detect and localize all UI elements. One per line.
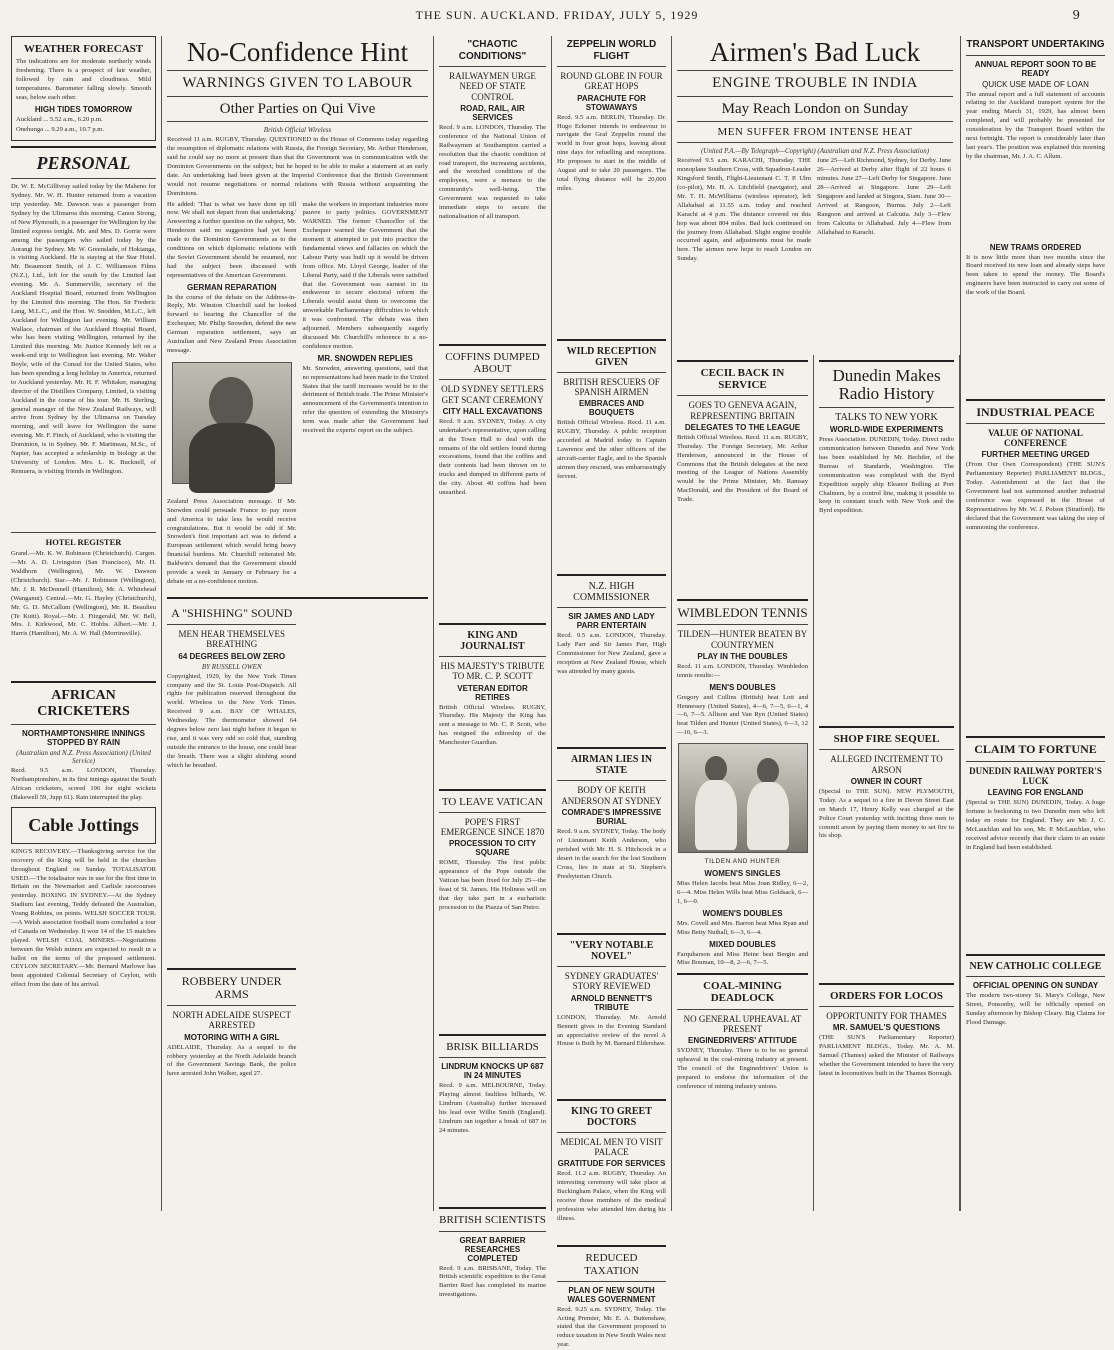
weather-body: The indications are for moderate northerly winds freshening. There is a prospect of fair weather, followed by rain and cloudiness. Mild temperatures. Barometer falling slowly. Smooth seas, below each other.	[16, 58, 151, 101]
hotel-register-title: HOTEL REGISTER	[45, 537, 122, 548]
column-7	[960, 36, 1110, 1211]
column-6	[814, 355, 960, 1211]
dunedin-radio-subheadline: TALKS TO NEW YORK	[835, 411, 938, 423]
king-journalist-subheadline: HIS MAJESTY'S TRIBUTE TO MR. C. P. SCOTT	[440, 660, 545, 682]
column-3	[434, 36, 552, 1299]
wild-reception-headline: WILD RECEPTION GIVEN	[566, 345, 657, 368]
industrial-peace-headline: INDUSTRIAL PEACE	[976, 404, 1095, 419]
personal-title: PERSONAL	[36, 153, 131, 174]
geneva-headline: CECIL BACK IN SERVICE	[700, 367, 785, 392]
tides-onehunga: Onehunga ... 9.29 a.m., 10.7 p.m.	[16, 126, 105, 134]
transport-subheadline: ANNUAL REPORT SOON TO BE READY	[974, 59, 1097, 78]
no-confidence-headline: No-Confidence Hint	[186, 37, 409, 67]
nz-high-commissioner-body: Recd. 9.5 a.m. LONDON, Thursday. Lady Parr and Sir James Parr, High Commissioner for New Zealand, gave a reception at New Zealand House, which was attended by many guests.	[557, 632, 666, 675]
chaotic-body: Recd. 9 a.m. LONDON, Thursday. The conference of the National Union of Railwaymen at Southampton carried a resolution that the chaotic condition of road transport, the increasing accidents, and the wretched conditions of the employees, were a menace to the community's well-being. The Government was requested to take immediate steps to secure the nationalisation of all transport.	[439, 124, 546, 220]
wimbledon-subheadline-2: PLAY IN THE DOUBLES	[697, 651, 788, 661]
hotel-register-body: Grand.—Mr. K. W. Robinson (Christchurch). Cargen.—Mr. A. D. Livingston (San Francisco), Mr. H. Waldhorn (Wellington), Mr. W. Dawson (Christchurch). Star.—Mr. J. Robinson (Wellington), Mr. J. R. McDonnell (Hamilton), Mr. A. Whitehead (Wanganui). Central.—Mr. G. Hayley (Christchurch), Mr. G. D. McCallum (Wellington), Mr. R. Beaulieu (Te Kuiti). Royal.—Mr. J. Fitzgerald, Mr. W. Bell, Mrs. J. Kirkwood, Mr. C. Hobbs. Albert.—Mr. J. Harris (Hamilton), Mr. A. W. Hall (Morrinsville).	[11, 550, 156, 638]
african-cricketers-body: Recd. 9.5 a.m. LONDON, Thursday. Northamptonshire, in its first innings against the South African cricketers, scored 196 for eight wickets (Bakewell 59, Jupp 61). Rain interrupted the play.	[11, 767, 156, 801]
personal-body: Dr. W. E. McGillivray sailed today by the Maheno for Sydney. Mr. W. H. Hunter returned from a vacation trip yesterday. Mr. Dawson was a passenger from Sydney by the Ulimaroa this morning. Canon Strong, of New Plymouth, is a passenger for Wellington by the limited express tonight. Mr. and Mrs. D. Gorrie were among the passengers who sailed today by the Aorangi for Sydney. Mr. W. Greenslade, of Hokianga, is visiting Auckland. He is staying at the Star Hotel. Mr. Beaumont Smith, of J. C. Williamson Films (N.Z.), Ltd., left for the south by the Limited last evening. Mr. A. Summerville, secretary of the Auckland Hospital Board, returned from Wellington by the Limited this morning. The Hon. Sir Frederic Lang, M.L.C., and the Hon. W. Snodden, M.L.C., left Auckland for Wellington last evening. Mr. William Wallace, chairman of the Auckland Hospital Board, who has been visiting Wellington, returned by the Limited this morning. Mr. Justice Kennedy left on a week-end trip to Wellington last evening. Mr. Walter Boyle, wife of the Consul for the United States, who has been spending a long holiday in America, returned to Auckland yesterday. Mr. H. F. Whitaker, managing director of the Distillers Company, Limited, is visiting Auckland in the course of his tour. Mr. H. Sterling, general manager of the New Zealand Railways, will arrive from Sydney by the Ulimaroa on Tuesday morning, and will leave for Wellington the same evening. Mr. F. Finch, of Auckland, who is visiting the Dominion, is in Sydney. Mr. F. Martineau, M.Sc., of Napier, has accepted a scholarship in biology at the University of London. Mrs. L. K. Bucknell, of Remuera, is visiting friends in Wellington.	[11, 183, 156, 475]
snowden-replies-subhead: MR. SNOWDEN REPLIES	[317, 353, 413, 363]
shop-fire-subheadline-2: OWNER IN COURT	[850, 776, 923, 786]
coal-mining-body: SYDNEY, Thursday. There is to be no general upheaval in the coal-mining industry at present. The council of the Enginedrivers' Union is prepared to endorse the information of the conference of mining industry unions.	[677, 1047, 808, 1090]
notable-novel-subheadline-2: ARNOLD BENNETT'S TRIBUTE	[570, 993, 653, 1012]
masthead-text: THE SUN. AUCKLAND. FRIDAY, JULY 5, 1929	[415, 8, 699, 22]
wimbledon-subheadline: TILDEN—HUNTER BEATEN BY COUNTRYMEN	[677, 629, 808, 650]
womens-singles-label: WOMEN'S SINGLES	[704, 869, 781, 879]
airman-body: Recd. 9 a.m. SYDNEY, Today. The body of Lieutenant Keith Anderson, who perished with Mr. H. S. Hitchcock in a desert in the search for the lost Southern Cross, lies in state at St. Stephen's Presbyterian Church.	[557, 828, 666, 880]
wild-reception-body: British Official Wireless. Recd. 11 a.m. RUGBY, Thursday. A public reception accorded at Madrid today to Captain Lawrence and the other officers of the aircraft-carrier Eagle, and to the Spanish airmen they rescued, was embarrassingly fervent.	[557, 419, 666, 480]
african-cricketers-title: AFRICAN CRICKETERS	[37, 688, 130, 720]
wild-reception-subheadline: BRITISH RESCUERS OF SPANISH AIRMEN	[563, 376, 660, 398]
coffins-subheadline: OLD SYDNEY SETTLERS GET SCANT CEREMONY	[441, 384, 544, 405]
african-cricketers-credit: (Australian and N.Z. Press Association) (United Service)	[16, 749, 151, 766]
king-journalist-subheadline-2: VETERAN EDITOR RETIRES	[457, 683, 528, 702]
shishing-byline: BY RUSSELL OWEN	[201, 662, 262, 671]
billiards-body: Recd. 9 a.m. MELBOURNE, Today. Playing almost faultless billiards, W. Lindrum (Australia) further increased his lead over Willie Smith (England). Lindrum ran together a break of 687 in 24 minutes.	[439, 1082, 546, 1134]
transport-headline: TRANSPORT UNDERTAKING	[966, 39, 1105, 50]
transport-body-2: It is now little more than two months since the Board received its new loan and already steps have been taken to spend the money. The Board's engineers have been instructed to carry out some of the work of the Board.	[966, 253, 1105, 297]
billiards-headline: BRISK BILLIARDS	[446, 1041, 539, 1054]
scientists-subheadline: GREAT BARRIER RESEARCHES COMPLETED	[459, 1235, 526, 1263]
coal-mining-headline: COAL-MINING DEADLOCK	[703, 980, 782, 1005]
no-confidence-credit: British Official Wireless	[263, 126, 332, 135]
airman-subheadline-2: COMRADE'S IMPRESSIVE BURIAL	[561, 808, 662, 827]
snowden-photo	[172, 362, 292, 484]
shishing-subheadline-2: 64 DEGREES BELOW ZERO	[178, 651, 286, 661]
mixed-doubles-label: MIXED DOUBLES	[709, 939, 776, 949]
chaotic-headline: "CHAOTIC CONDITIONS"	[458, 39, 527, 62]
airmen-credit: (United P.A.—By Telegraph—Copyright) (Australian and N.Z. Press Association)	[700, 147, 930, 156]
nz-high-commissioner-headline: N.Z. HIGH COMMISSIONER	[573, 581, 650, 604]
king-journalist-headline: KING AND JOURNALIST	[460, 629, 525, 652]
african-cricketers-subtitle: NORTHAMPTONSHIRE INNINGS STOPPED BY RAIN	[22, 729, 145, 748]
shop-fire-headline: SHOP FIRE SEQUEL	[833, 733, 940, 746]
taxation-headline: REDUCED TAXATION	[584, 1252, 639, 1277]
no-confidence-body-2: He added: 'That is what we have done up till now. We shall not depart from that undertaking.' Answering a further question on the subject, Mr. Henderson said no suggestion had yet been made to the Dominion Governments as to the conditions on which diplomatic relations with the Soviet Government should be resumed, nor had the subject been discussed with representatives of the American Government.	[167, 200, 297, 279]
geneva-subheadline: GOES TO GENEVA AGAIN, REPRESENTING BRITAIN	[688, 400, 797, 421]
industrial-peace-subheadline-2: FURTHER MEETING URGED	[981, 450, 1090, 460]
geneva-subheadline-2: DELEGATES TO THE LEAGUE	[684, 422, 801, 432]
no-confidence-body-lead: Received 11 a.m. RUGBY, Thursday. QUESTIONED in the House of Commons today regarding the resumption of diplomatic relations with Russia, the Foreign Secretary, Mr. Arthur Henderson, said he could say no more at present than that the Government was in communication with the Dominion Governments on the subject; but he hoped to be able to make a statement at an early date. An undertaking had been given at the Imperial Conference that the British Government would not resume negotiations or normal relations with Russia without acquainting the Dominions.	[167, 136, 428, 197]
wimbledon-mixed-doubles: Farquharson and Miss Heine beat Bergin and Miss Bouman, 10—8, 2—6, 7—5.	[677, 950, 808, 967]
column-1	[6, 36, 162, 1211]
new-trams-subhead: NEW TRAMS ORDERED	[989, 242, 1082, 252]
billiards-subheadline: LINDRUM KNOCKS UP 687 IN 24 MINUTES	[441, 1062, 544, 1081]
chaotic-subheadline: RAILWAYMEN URGE NEED OF STATE CONTROL	[449, 71, 536, 102]
locos-subheadline-2: MR. SAMUEL'S QUESTIONS	[832, 1023, 941, 1033]
notable-novel-headline: "VERY NOTABLE NOVEL"	[569, 940, 654, 963]
transport-subheadline-2: QUICK USE MADE OF LOAN	[982, 79, 1089, 89]
engine-trouble-subheadline: ENGINE TROUBLE IN INDIA	[712, 75, 918, 92]
tides-title: HIGH TIDES TOMORROW	[34, 104, 133, 114]
airmen-headline: Airmen's Bad Luck	[709, 37, 921, 67]
wimbledon-mens-doubles: Gregory and Collins (British) beat Lott and Hennessey (United States), 4—6, 7—5, 6—1, 4—6, 7—5. Allison and Van Ryn (United States) beat Tilden and Hunter (United States), 6—3, 12—10, 6—3.	[677, 693, 808, 737]
doctors-subheadline-2: GRATITUDE FOR SERVICES	[557, 1159, 666, 1169]
vatican-headline: TO LEAVE VATICAN	[441, 795, 544, 808]
zeppelin-body: Recd. 9.5 a.m. BERLIN, Thursday. Dr. Hugo Eckener intends to endeavour to navigate the Graf Zeppelin round the world in four great hops, leaving about nine days for refuelling and receptions. He proposes to start in the middle of August and to take 20 passengers. The total flying distance will be 20,000 miles.	[557, 113, 666, 192]
coal-mining-subheadline: NO GENERAL UPHEAVAL AT PRESENT	[683, 1013, 802, 1034]
zeppelin-headline: ZEPPELIN WORLD FLIGHT	[566, 39, 657, 62]
robbery-subheadline-2: MOTORING WITH A GIRL	[184, 1032, 280, 1042]
tilden-hunter-caption: TILDEN AND HUNTER	[704, 858, 781, 866]
claim-fortune-subheadline-2: LEAVING FOR ENGLAND	[987, 788, 1084, 798]
robbery-headline: ROBBERY UNDER ARMS	[181, 973, 282, 1001]
no-confidence-right-body-2: Mr. Snowden, answering questions, said that no representations had been made to the United States that the tariff increases would be to the detriment of British trade. The Prime Minister's announcement of the Government's intention to refer the question of extending the Ministry's term was made after the Government had received the experts' report on the subject.	[302, 364, 428, 434]
transport-body: The annual report and a full statement of accounts relating to the Auckland transport system for the year ending March 31, 1929, has almost been completed, and will probably be presented for consideration by the Transport Board within the next fortnight. The report is considerably later than last year's. The position was explained this morning by the chairman, Mr. J. A. C. Allum.	[966, 90, 1105, 160]
airman-headline: AIRMAN LIES IN STATE	[570, 754, 653, 777]
column-2	[162, 36, 434, 1211]
dunedin-radio-body: Press Association. DUNEDIN, Today. Direct radio communication between Dunedin and New York has been established by Mr. Bechtler, of the Bureau of Standards, Washington. The communication was completed with the Byrd Expedition supply ship Eleanor Bolling at Port Chalmers, by a control line, making it possible to keep in constant touch with New York and the Byrd expedition.	[819, 436, 954, 515]
chaotic-subheadline-2: ROAD, RAIL, AIR SERVICES	[460, 104, 525, 123]
locos-subheadline: OPPORTUNITY FOR THAMES	[826, 1011, 947, 1022]
airman-subheadline: BODY OF KEITH ANDERSON AT SYDNEY	[561, 785, 662, 806]
tilden-hunter-photo	[678, 743, 808, 853]
scientists-body: Recd. 9 a.m. BRISBANE, Today. The British scientific expedition to the Great Barrier Reef has completed its marine investigations.	[439, 1264, 546, 1299]
industrial-peace-body: (From Our Own Correspondent) (THE SUN'S Parliamentary Reporter) PARLIAMENT BLDGS., Today. Astonishment at the fact that the Government had not summoned another industrial conference was expressed in the House of Representatives by Mr. W. J. Polson (Stratford). He declared that the Government was taking the step of summoning the conference.	[966, 461, 1105, 531]
doctors-headline: KING TO GREET DOCTORS	[571, 1105, 652, 1128]
tides-auckland: Auckland ... 5.52 a.m., 6.20 p.m.	[16, 115, 103, 123]
robbery-subheadline: NORTH ADELAIDE SUSPECT ARRESTED	[172, 1009, 291, 1031]
reach-london-subheadline: May Reach London on Sunday	[721, 100, 909, 117]
other-parties-subheadline: Other Parties on Qui Vive	[219, 100, 376, 117]
shishing-headline: A "SHISHING" SOUND	[171, 605, 293, 620]
doctors-body: Recd. 11.2 a.m. RUGBY, Thursday. An interesting ceremony will take place at Buckingham Palace, when the King will receive those members of the medical profession who attended him during his illness.	[557, 1170, 666, 1222]
vatican-subheadline: POPE'S FIRST EMERGENCE SINCE 1870	[440, 816, 545, 838]
king-journalist-body: British Official Wireless. RUGBY, Thursday. His Majesty the King has sent a message to Mr. C. P. Scott, who has resigned the editorship of the Manchester Guardian.	[439, 703, 546, 747]
cable-jottings-title: Cable Jottings	[28, 814, 139, 835]
dunedin-radio-subheadline-2: WORLD-WIDE EXPERIMENTS	[829, 425, 944, 435]
robbery-body: ADELAIDE, Thursday. As a sequel to the robbery yesterday at the North Adelaide branch of the Government Savings Bank, the police have arrested John Walker, aged 27.	[167, 1043, 297, 1078]
no-confidence-right-body: make the workers in important industries more pauvre to party politics. GOVERNMENT WARNED. The former Chancellor of the Exchequer warned the Government that the moment it attempted to put into practice the fundamental views and fallacies on which the Labour Party was built up it would be driven from office. Mr. Lloyd George, leader of the Liberal Party, said if the Liberals were satisfied that the Government was earnest in its endeavour to secure electoral reform the Liberals would assist them to overcome the unworkable Parliamentary difficulties to which it was confronted. The debate was then adjourned. Members subsequently eagerly discussed Mr. Churchill's reference to a no-confidence motion.	[302, 200, 428, 350]
shishing-subheadline: MEN HEAR THEMSELVES BREATHING	[178, 628, 285, 650]
no-confidence-body-4: Zealand Press Association message. If Mr. Snowden could persuade France to pay more and America to take less he would receive congratulations. But it would be odd if Mr. Snowden's first important act was to defend a European settlement which would bring heavy financial burdens. Mr. Churchill reiterated Mr. Baldwin's demand that the Government should provide a week in January or February for a debate on a no-confidence motion.	[167, 497, 297, 585]
catholic-college-subheadline: OFFICIAL OPENING ON SUNDAY	[972, 981, 1099, 991]
column-4	[552, 36, 672, 1349]
wimbledon-headline: WIMBLEDON TENNIS	[677, 604, 808, 620]
geneva-body: British Official Wireless. Recd. 11 a.m. RUGBY, Thursday. The Foreign Secretary, Mr. Arthur Henderson, announced in the House of Commons that the British delegates at the next meeting of the League of Nations Assembly would be the Prime Minister, Mr. Ramsay MacDonald, and the President of the Board of Trade.	[677, 433, 808, 504]
dunedin-radio-headline: Dunedin Makes Radio History	[832, 366, 941, 403]
doctors-subheadline: MEDICAL MEN TO VISIT PALACE	[560, 1136, 663, 1158]
catholic-college-body: The modern two-storey St. Mary's College, New Street, Ponsonby, will be officially opened on Sunday afternoon by Bishop Cleary. Big Claims for Flood Damage.	[966, 992, 1105, 1026]
notable-novel-body: LONDON, Thursday. Mr. Arnold Bennett gives in the Evening Standard an appreciative review of the novel A House is Built by M. Barnard Eldershaw.	[557, 1013, 666, 1048]
page-number: 9	[1072, 8, 1080, 22]
shop-fire-body: (Special to THE SUN). NEW PLYMOUTH, Today. As a sequel to a fire in Devon Street East on March 17, Henry Kelly was charged at the Police Court yesterday with inciting three men to commit arson by paying them money to set fire to his shop.	[819, 787, 954, 840]
wimbledon-womens-singles: Miss Helen Jacobs beat Miss Joan Ridley, 6—2, 6—4. Miss Helen Wills beat Miss Goldsack, 6—1, 6—0.	[677, 880, 808, 905]
catholic-college-headline: NEW CATHOLIC COLLEGE	[969, 961, 1102, 973]
zeppelin-subheadline-2: PARACHUTE FOR STOWAWAYS	[577, 93, 646, 112]
wimbledon-womens-doubles: Mrs. Covell and Mrs. Barron beat Miss Ryan and Miss Betty Nuthall, 6—3, 6—4.	[677, 919, 808, 936]
claim-fortune-body: (Special to THE SUN) DUNEDIN, Today. A huge fortune is beckoning to two Dunedin men who left today en route for England. They are Mr. J. C. McLauchlan and his son, Mr. P. McLauchlan, who received advice recently that their claim to an estate in England had been established.	[966, 799, 1105, 851]
intense-heat-subheadline: MEN SUFFER FROM INTENSE HEAT	[717, 126, 913, 139]
wild-reception-subheadline-2: EMBRACES AND BOUQUETS	[578, 399, 645, 418]
coffins-subheadline-2: CITY HALL EXCAVATIONS	[442, 406, 543, 416]
zeppelin-subheadline: ROUND GLOBE IN FOUR GREAT HOPS	[560, 71, 663, 92]
airmen-body: Received 9.5 a.m. KARACHI, Thursday. THE monoplane Southern Cross, with Squadron-Leader Kingsford Smith, Flight-Lieutenant C. T. P. Ulm (co-pilot), Mr. H. A. Litchfield (navigator), and Mr. T. H. McWilliams (wireless operator), left Allahabad at 11.55 a.m. today and reached Karachi at 4 p.m. The distance covered on this hop was about 804 miles. Bad luck continued on the journey from Allahabad. Slight engine trouble occurred again, and adjustments must be made here. The airmen now hope to reach London on Sunday.	[677, 157, 811, 263]
shop-fire-subheadline: ALLEGED INCITEMENT TO ARSON	[830, 754, 943, 775]
no-confidence-body-3: In the course of the debate on the Address-in-Reply, Mr. Winston Churchill said he looked forward to hearing the Chancellor of the Exchequer, Mr. Philip Snowden, defend the new German reparation settlement, says an Australian and New Zealand Press Association message.	[167, 293, 297, 354]
column-5	[672, 355, 814, 1211]
industrial-peace-subheadline: VALUE OF NATIONAL CONFERENCE	[988, 427, 1083, 449]
airmen-itinerary: June 25—Left Richmond, Sydney, for Derby. June 26—Arrived at Derby after flight of 22 hours 6 minutes. June 27—Left Derby for Singapore. June 28—Arrived at Singapore. June 29—Left Singapore and landed at Singora, Siam. June 30—Arrived at Rangoon, Burma. July 2—Left Rangoon and arrived at Calcutta. July 3—Flew from Calcutta to Allahabad. July 4—Flew from Allahabad to Karachi.	[817, 157, 951, 236]
scientists-headline: BRITISH SCIENTISTS	[439, 1214, 546, 1227]
mens-doubles-label: MEN'S DOUBLES	[709, 682, 776, 692]
locos-body: (THE SUN'S Parliamentary Reporter) PARLIAMENT BLDGS., Today. Mr. A. M. Samuel (Thames) asked the Minister of Railways whether the Government intended to have the very latest in locomotives built in the Thames Borough.	[819, 1034, 954, 1077]
locos-headline: ORDERS FOR LOCOS	[829, 989, 944, 1002]
coffins-body: Recd. 9 a.m. SYDNEY, Today. A city undertaker's representative, upon calling at the Town Hall to deal with the remains of the old settlers found during excavations, found that the coffins and their contents had been thrown on to trucks and dumped in different parts of the city. About 40 coffins had been unearthed.	[439, 417, 546, 497]
claim-fortune-subheadline: DUNEDIN RAILWAY PORTER'S LUCK	[969, 765, 1102, 786]
vatican-body: ROME, Thursday. The first public appearance of the Pope outside the Vatican has been fixed for July 25—the feast of St. James. His Holiness will on that day take part in a eucharistic procession to the Piazza of San Pietro.	[439, 859, 546, 911]
nz-high-commissioner-subheadline: SIR JAMES AND LADY PARR ENTERTAIN	[568, 612, 655, 631]
german-reparation-subhead: GERMAN REPARATION	[186, 282, 277, 292]
cable-jottings-box	[11, 807, 156, 844]
taxation-body: Recd. 9.25 a.m. SYDNEY, Today. The Acting Premier, Mr. E. A. Buttenshaw, stated that the Government proposed to reduce taxation in New South Wales next year.	[557, 1305, 666, 1349]
cable-jottings-body: KING'S RECOVERY.—Thanksgiving service for the recovery of the King will be held in the churches throughout England on Sunday. TOTALISATOR USED.—The totalisator was in use for the first time in Britain on the Newmarket and Carlisle racecourses yesterday. BOXING IN SYDNEY.—At the Sydney Stadium last evening, Teddy defeated the Australian, Young Robbins, on points. WELSH SOCCER TOUR.—A Welsh association football team concluded a tour of Canada on Wednesday. It won 14 of the 15 matches played. WELSH COAL MINERS.—Negotiations between the Welsh miners are expected to result in a ballot on the terms of the proposed settlement. CEYLON SECRETARY.—Mr. Bernard Marlowe has been appointed Colonial Secretary of Ceylon, with effect from the date of his arrival.	[11, 847, 156, 989]
shishing-body: Copyrighted, 1929, by the New York Times company and the St. Louis Post-Dispatch. All rights for publication reserved throughout the world. Wireless to the New York Times. Received 9 a.m. BAY OF WHALES, Wednesday. The thermometer showed 64 degrees below zero last night before it began to rise, and it was very odd so cold that, standing outside the entrance to the house, one could hear the breath. There was a slight shishing sound which he breathed.	[167, 672, 297, 769]
notable-novel-subheadline: SYDNEY GRADUATES' STORY REVIEWED	[564, 971, 659, 992]
warnings-subheadline: WARNINGS GIVEN TO LABOUR	[182, 75, 413, 92]
taxation-subheadline: PLAN OF NEW SOUTH WALES GOVERNMENT	[567, 1285, 656, 1304]
claim-fortune-headline: CLAIM TO FORTUNE	[974, 742, 1097, 757]
wimbledon-body: Recd. 11 a.m. LONDON, Thursday. Wimbledon tennis results:—	[677, 662, 808, 679]
coal-mining-subheadline-2: ENGINEDRIVERS' ATTITUDE	[687, 1036, 798, 1046]
weather-forecast-box	[11, 36, 156, 141]
womens-doubles-label: WOMEN'S DOUBLES	[702, 908, 783, 918]
vatican-subheadline-2: PROCESSION TO CITY SQUARE	[449, 839, 536, 858]
masthead	[0, 0, 1114, 30]
coffins-headline: COFFINS DUMPED ABOUT	[445, 351, 540, 376]
weather-title: WEATHER FORECAST	[23, 43, 144, 55]
